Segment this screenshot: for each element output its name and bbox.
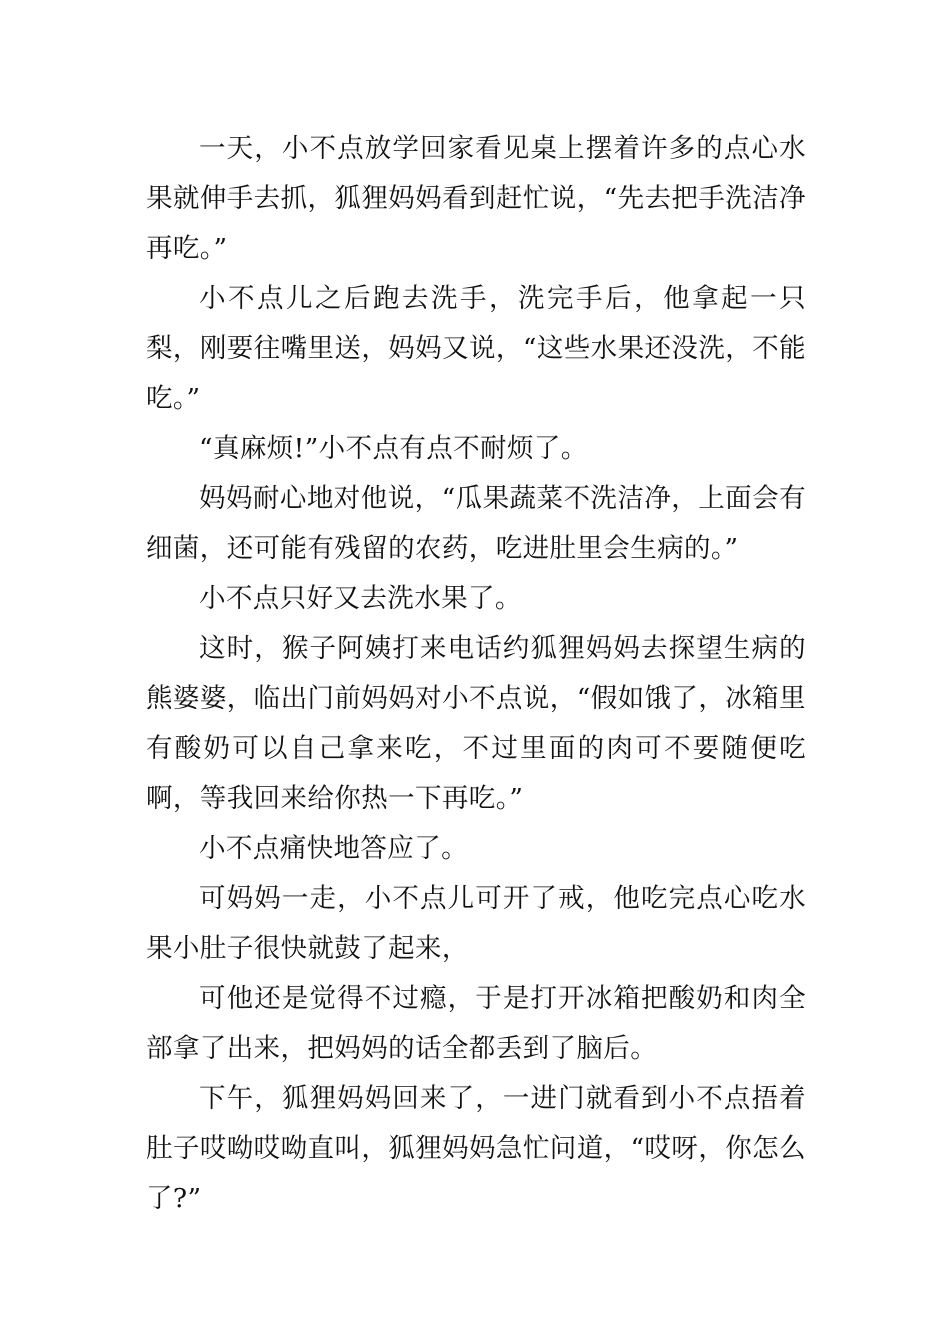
paragraph-8: 可妈妈一走，小不点儿可开了戒，他吃完点心吃水果小肚子很快就鼓了起来， xyxy=(146,883,806,964)
paragraph-2: 小不点儿之后跑去洗手，洗完手后，他拿起一只梨，刚要往嘴里送，妈妈又说，“这些水果还没洗，不能吃。” xyxy=(146,283,806,414)
paragraph-7: 小不点痛快地答应了。 xyxy=(199,833,468,864)
story-text xyxy=(146,124,806,1224)
paragraph-3: “真麻烦!”小不点有点不耐烦了。 xyxy=(199,433,588,464)
paragraph-10: 下午，狐狸妈妈回来了，一进门就看到小不点捂着肚子哎呦哎呦直叫，狐狸妈妈急忙问道，“哎呀，你怎么了?” xyxy=(146,1083,806,1214)
paragraph-6: 这时，猴子阿姨打来电话约狐狸妈妈去探望生病的熊婆婆，临出门前妈妈对小不点说，“假如饿了，冰箱里有酸奶可以自己拿来吃，不过里面的肉可不要随便吃啊，等我回来给你热一下再吃。” xyxy=(146,633,806,814)
paragraph-9: 可他还是觉得不过瘾，于是打开冰箱把酸奶和肉全部拿了出来，把妈妈的话全都丢到了脑后。 xyxy=(146,983,806,1064)
paragraph-5: 小不点只好又去洗水果了。 xyxy=(199,583,522,614)
paragraph-4: 妈妈耐心地对他说，“瓜果蔬菜不洗洁净，上面会有细菌，还可能有残留的农药，吃进肚里会生病的。” xyxy=(146,483,806,564)
paragraph-1: 一天，小不点放学回家看见桌上摆着许多的点心水果就伸手去抓，狐狸妈妈看到赶忙说，“先去把手洗洁净再吃。” xyxy=(146,133,806,264)
